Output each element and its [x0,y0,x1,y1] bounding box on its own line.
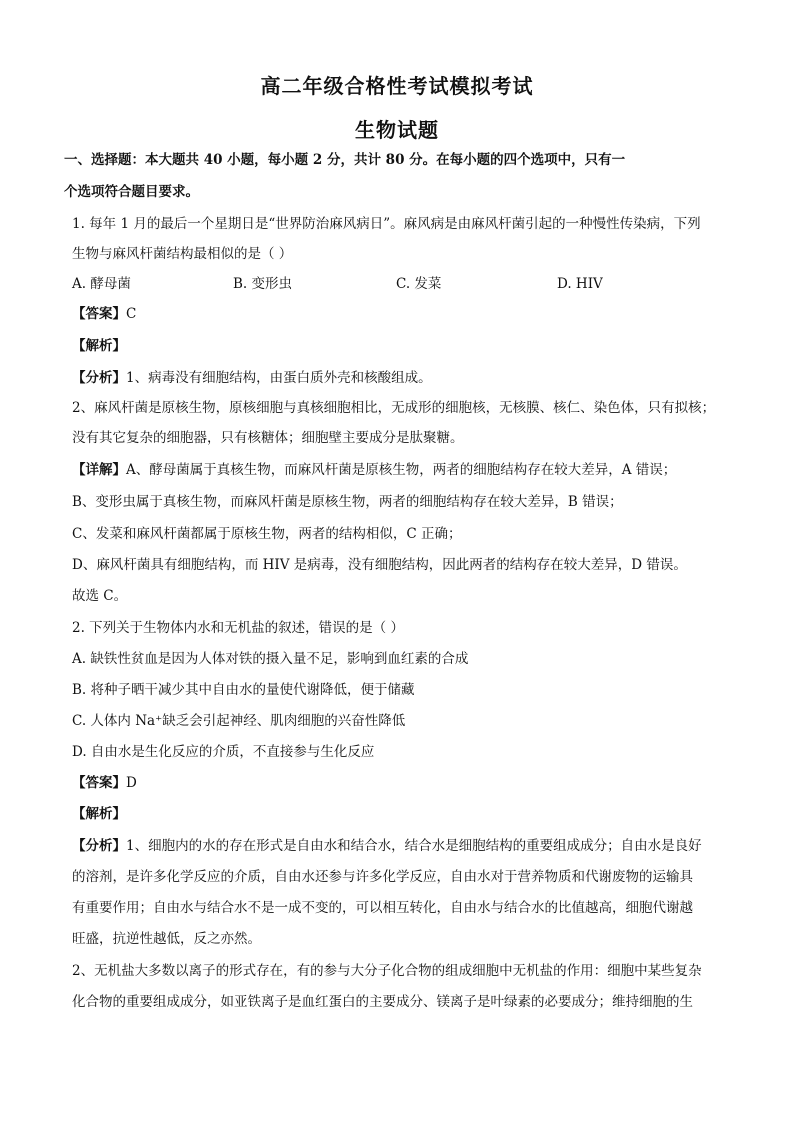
q1-detail-line4: D、麻风杆菌具有细胞结构，而 HIV 是病毒，没有细胞结构，因此两者的结构存在较大差异，D 错误。 [72,557,687,573]
q1-answer [72,304,136,324]
q2-analysis-head: 【分析】 [72,838,126,854]
section-header-line1: 一、选择题：本大题共 40 小题，每小题 2 分，共计 80 分。在每小题的四个选项中，只有一 [64,152,626,168]
q1-option-c: C. 发菜 [396,276,442,292]
q2-option-b: B. 将种子晒干减少其中自由水的量使代谢降低，便于储藏 [72,682,415,698]
q1-analysis-line1 [72,368,432,388]
q2-analysis-label: 【解析】 [72,806,126,822]
q1-answer-label: 【答案】 [72,306,126,322]
q2-stem: 2. 下列关于生物体内水和无机盐的叙述，错误的是（ ） [72,620,404,636]
q1-detail-line3: C、发菜和麻风杆菌都属于原核生物，两者的结构相似，C 正确； [72,526,462,542]
q1-detail-head: 【详解】 [72,462,126,478]
exam-subtitle: 生物试题 [355,118,439,142]
q2-answer-label: 【答案】 [72,775,126,791]
q2-answer-value: D [126,775,137,791]
q1-stem-line1: 1. 每年 1 月的最后一个星期日是“世界防治麻风病日”。麻风病是由麻风杆菌引起的一种慢性传染病，下列 [72,216,701,232]
q1-option-d: D. HIV [557,276,603,292]
q1-analysis-label: 【解析】 [72,338,126,354]
q1-detail-line1 [72,460,676,480]
q1-stem-line2: 生物与麻风杆菌结构最相似的是（ ） [72,246,293,262]
q1-answer-value: C [126,306,137,322]
q2-option-d: D. 自由水是生化反应的介质，不直接参与生化反应 [72,744,375,760]
q1-detail-text1: A、酵母菌属于真核生物，而麻风杆菌是原核生物，两者的细胞结构存在较大差异，A 错误； [126,462,677,478]
q2-analysis-line1 [72,836,702,856]
q1-option-a: A. 酵母菌 [72,276,131,292]
q1-analysis-line2: 2、麻风杆菌是原核生物，原核细胞与真核细胞相比，无成形的细胞核，无核膜、核仁、染色体，只有拟核； [72,400,716,416]
q1-conclusion: 故选 C。 [72,588,128,604]
q2-analysis-line2: 的溶剂，是许多化学反应的介质，自由水还参与许多化学反应，自由水对于营养物质和代谢废物的运输具 [72,869,693,885]
q1-detail-line2: B、变形虫属于真核生物，而麻风杆菌是原核生物，两者的细胞结构存在较大差异，B 错误； [72,494,623,510]
q2-option-c: C. 人体内 Na⁺缺乏会引起神经、肌肉细胞的兴奋性降低 [72,713,406,729]
section-header-line2: 个选项符合题目要求。 [64,184,199,200]
q2-option-a: A. 缺铁性贫血是因为人体对铁的摄入量不足，影响到血红素的合成 [72,651,469,667]
q2-analysis-line3: 有重要作用；自由水与结合水不是一成不变的，可以相互转化，自由水与结合水的比值越高，细胞代谢越 [72,900,693,916]
q1-analysis-line3: 没有其它复杂的细胞器，只有核糖体；细胞壁主要成分是肽聚糖。 [72,430,464,446]
q2-analysis-line4: 旺盛，抗逆性越低，反之亦然。 [72,931,261,947]
q2-analysis-text1: 1、细胞内的水的存在形式是自由水和结合水，结合水是细胞结构的重要组成成分；自由水是良好 [126,838,702,854]
q2-analysis-line6: 化合物的重要组成成分，如亚铁离子是血红蛋白的主要成分、镁离子是叶绿素的必要成分；维持细胞的生 [72,994,693,1010]
q1-analysis-head: 【分析】 [72,370,126,386]
q2-answer [72,773,137,793]
q1-analysis-text1: 1、病毒没有细胞结构，由蛋白质外壳和核酸组成。 [126,370,432,386]
q1-option-b: B. 变形虫 [233,276,293,292]
q2-analysis-line5: 2、无机盐大多数以离子的形式存在，有的参与大分子化合物的组成细胞中无机盐的作用：细胞中某些复杂 [72,963,702,979]
exam-title: 高二年级合格性考试模拟考试 [260,74,534,98]
